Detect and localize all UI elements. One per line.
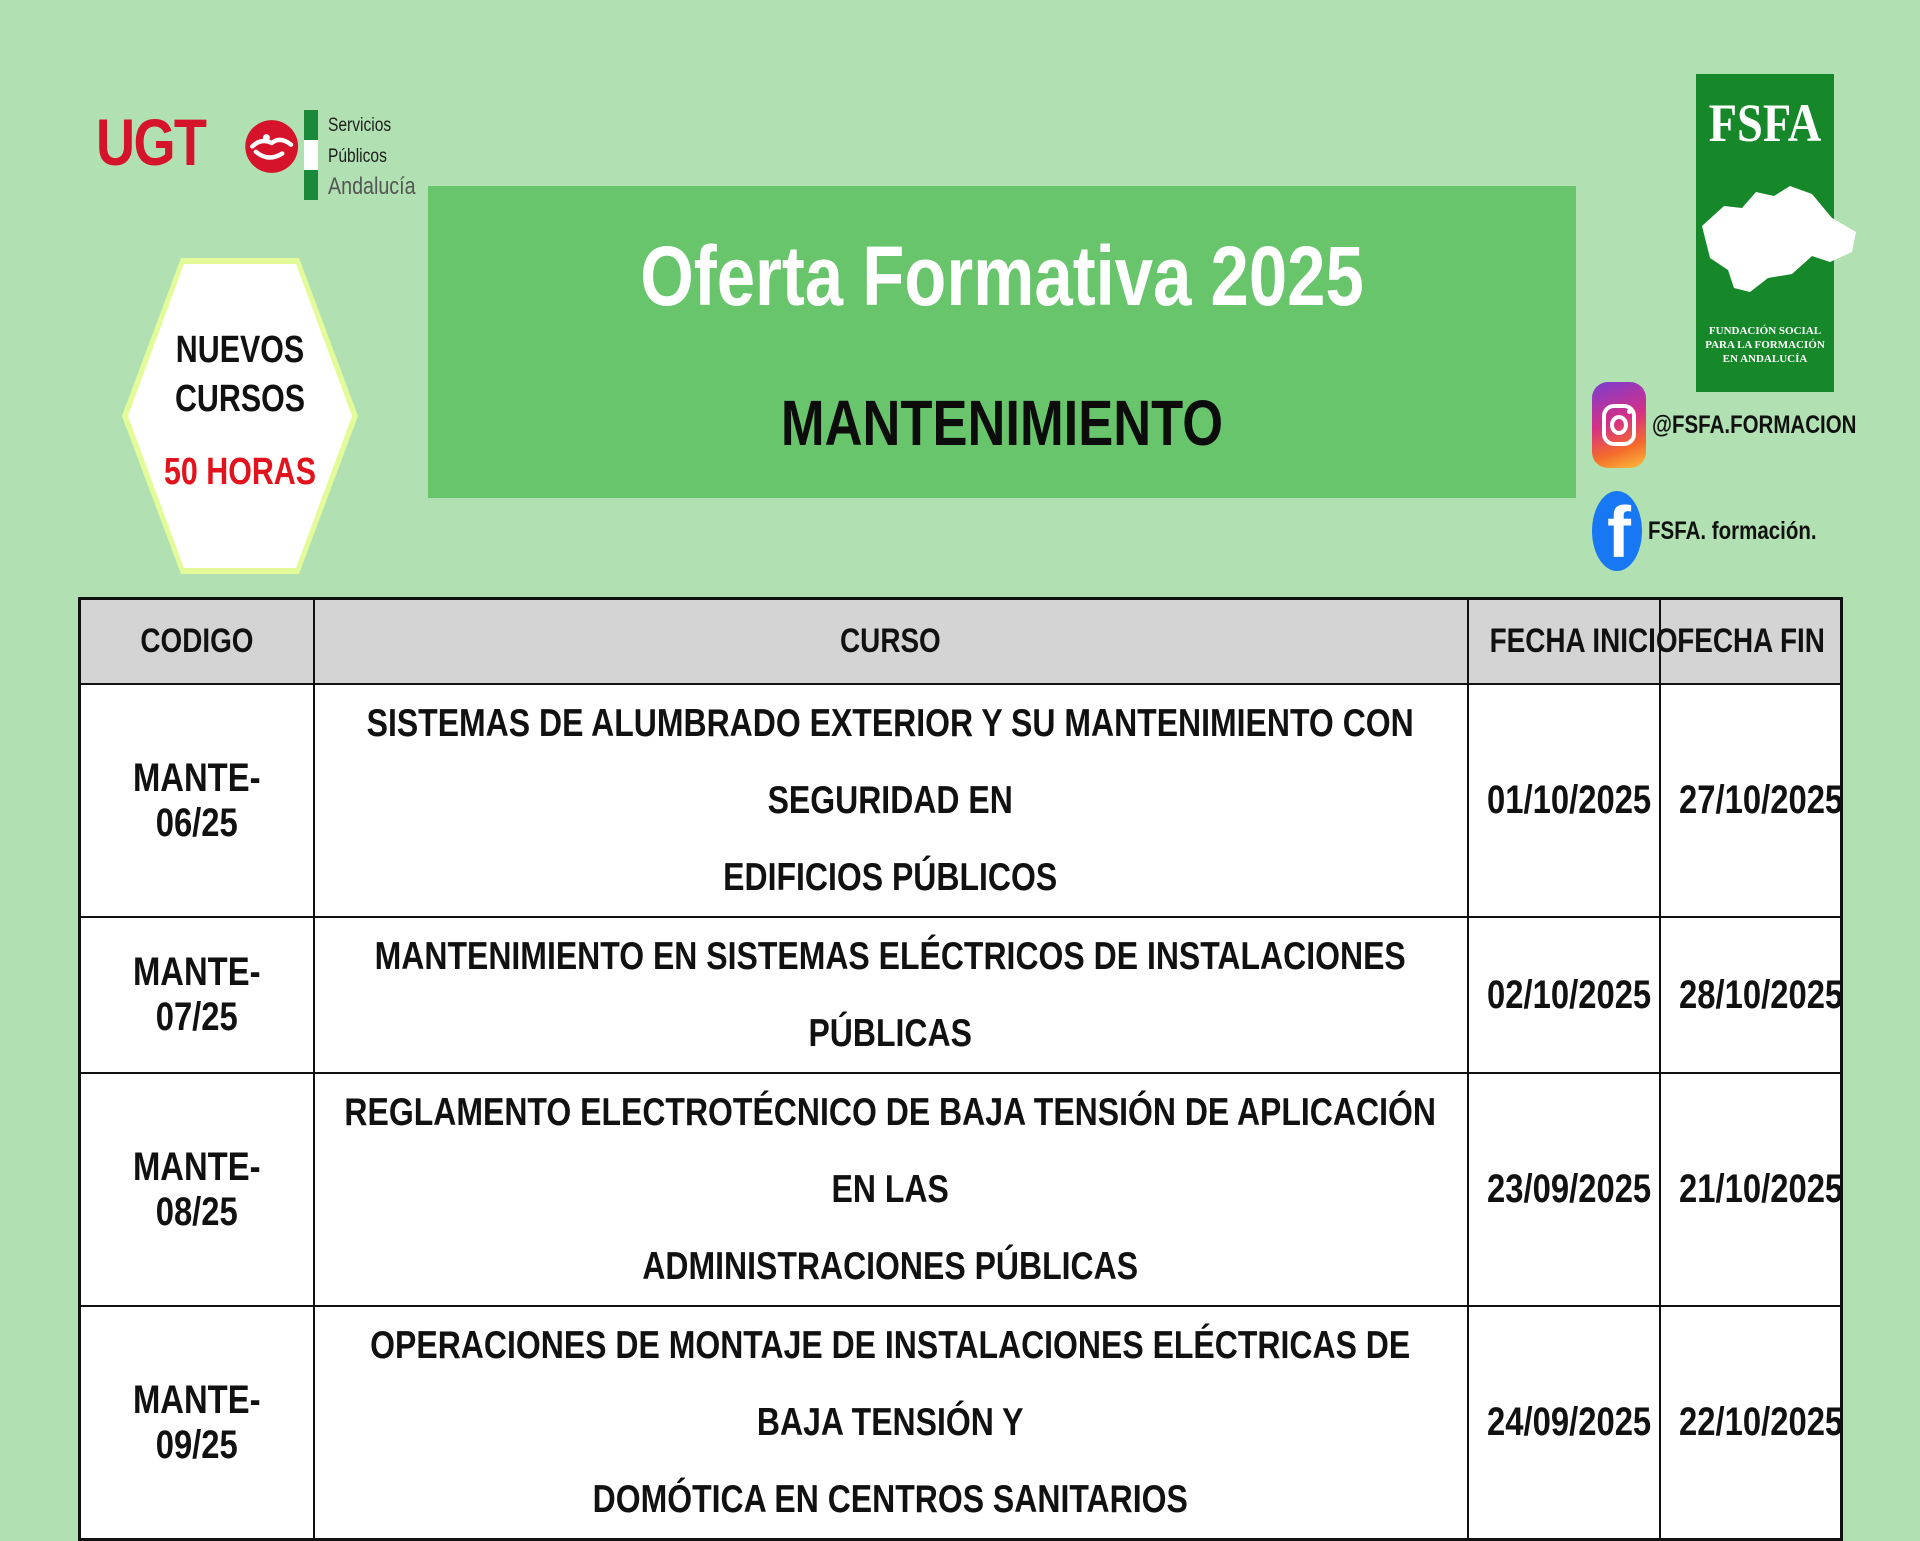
row-code: MANTE-06/25 <box>80 684 314 917</box>
course-line: ADMINISTRACIONES PÚBLICAS <box>642 1245 1139 1288</box>
ugt-line-publicos: Públicos <box>328 146 387 167</box>
table-row <box>80 684 1842 917</box>
page-title: Oferta Formativa 2025 <box>640 229 1364 323</box>
header-codigo: CODIGO <box>80 599 314 685</box>
ugt-line-andalucia: Andalucía <box>328 173 416 200</box>
row-start-date: 24/09/2025 <box>1468 1306 1660 1540</box>
row-course <box>314 917 1468 1073</box>
row-code: MANTE-08/25 <box>80 1073 314 1306</box>
course-line: MANTENIMIENTO EN SISTEMAS ELÉCTRICOS DE INSTALACIONES PÚBLICAS <box>374 935 1407 1055</box>
row-end-date: 22/10/2025 <box>1660 1306 1842 1540</box>
row-course <box>314 1306 1468 1540</box>
row-start-date: 01/10/2025 <box>1468 684 1660 917</box>
course-line: EDIFICIOS PÚBLICOS <box>723 856 1058 899</box>
row-code: MANTE-09/25 <box>80 1306 314 1540</box>
courses-table <box>78 597 1843 1541</box>
header-fecha-inicio: FECHA INICIO <box>1468 599 1660 685</box>
new-courses-badge <box>122 258 358 574</box>
header-curso: CURSO <box>314 599 1468 685</box>
facebook-icon: f <box>1592 491 1642 571</box>
row-course <box>314 684 1468 917</box>
facebook-link[interactable] <box>1592 488 1854 574</box>
fsfa-foundation-name <box>1696 324 1834 366</box>
row-code: MANTE-07/25 <box>80 917 314 1073</box>
course-line: DOMÓTICA EN CENTROS SANITARIOS <box>592 1478 1189 1521</box>
table-row <box>80 1306 1842 1540</box>
row-course <box>314 1073 1468 1306</box>
instagram-handle: @FSFA.FORMACION <box>1652 410 1857 439</box>
fsfa-foot-line-2: PARA LA FORMACIÓN <box>1705 339 1825 351</box>
badge-line-cursos: CURSOS <box>174 378 306 420</box>
row-end-date: 27/10/2025 <box>1660 684 1842 917</box>
page-subtitle: MANTENIMIENTO <box>780 387 1224 459</box>
ugt-logo-letters: UGT <box>96 105 206 179</box>
row-start-date: 02/10/2025 <box>1468 917 1660 1073</box>
ugt-subtitle <box>328 110 435 202</box>
instagram-icon <box>1592 382 1646 468</box>
instagram-link[interactable] <box>1592 382 1901 468</box>
badge-line-nuevos: NUEVOS <box>175 329 305 371</box>
badge-hours: 50 HORAS <box>163 451 317 493</box>
fsfa-logo <box>1696 74 1834 392</box>
andalucia-flag-icon <box>304 110 318 200</box>
course-line: SISTEMAS DE ALUMBRADO EXTERIOR Y SU MANTENIMIENTO CON SEGURIDAD EN <box>366 702 1415 822</box>
course-line: REGLAMENTO ELECTROTÉCNICO DE BAJA TENSIÓN DE APLICACIÓN EN LAS <box>344 1091 1437 1211</box>
table-row <box>80 1073 1842 1306</box>
ugt-line-servicios: Servicios <box>328 115 392 136</box>
row-end-date: 21/10/2025 <box>1660 1073 1842 1306</box>
fsfa-foot-line-3: EN ANDALUCÍA <box>1722 353 1808 365</box>
course-line: OPERACIONES DE MONTAJE DE INSTALACIONES ELÉCTRICAS DE BAJA TENSIÓN Y <box>370 1324 1411 1444</box>
facebook-handle: FSFA. formación. <box>1648 516 1817 545</box>
ugt-logo <box>96 100 426 210</box>
table-header-row <box>80 599 1842 685</box>
header-fecha-fin: FECHA FIN <box>1660 599 1842 685</box>
fsfa-brand: FSFA <box>1708 93 1822 153</box>
title-banner <box>428 186 1576 498</box>
andalucia-map-icon <box>1672 166 1862 316</box>
table-row <box>80 917 1842 1073</box>
row-start-date: 23/09/2025 <box>1468 1073 1660 1306</box>
row-end-date: 28/10/2025 <box>1660 917 1842 1073</box>
fsfa-foot-line-1: FUNDACIÓN SOCIAL <box>1708 325 1822 337</box>
